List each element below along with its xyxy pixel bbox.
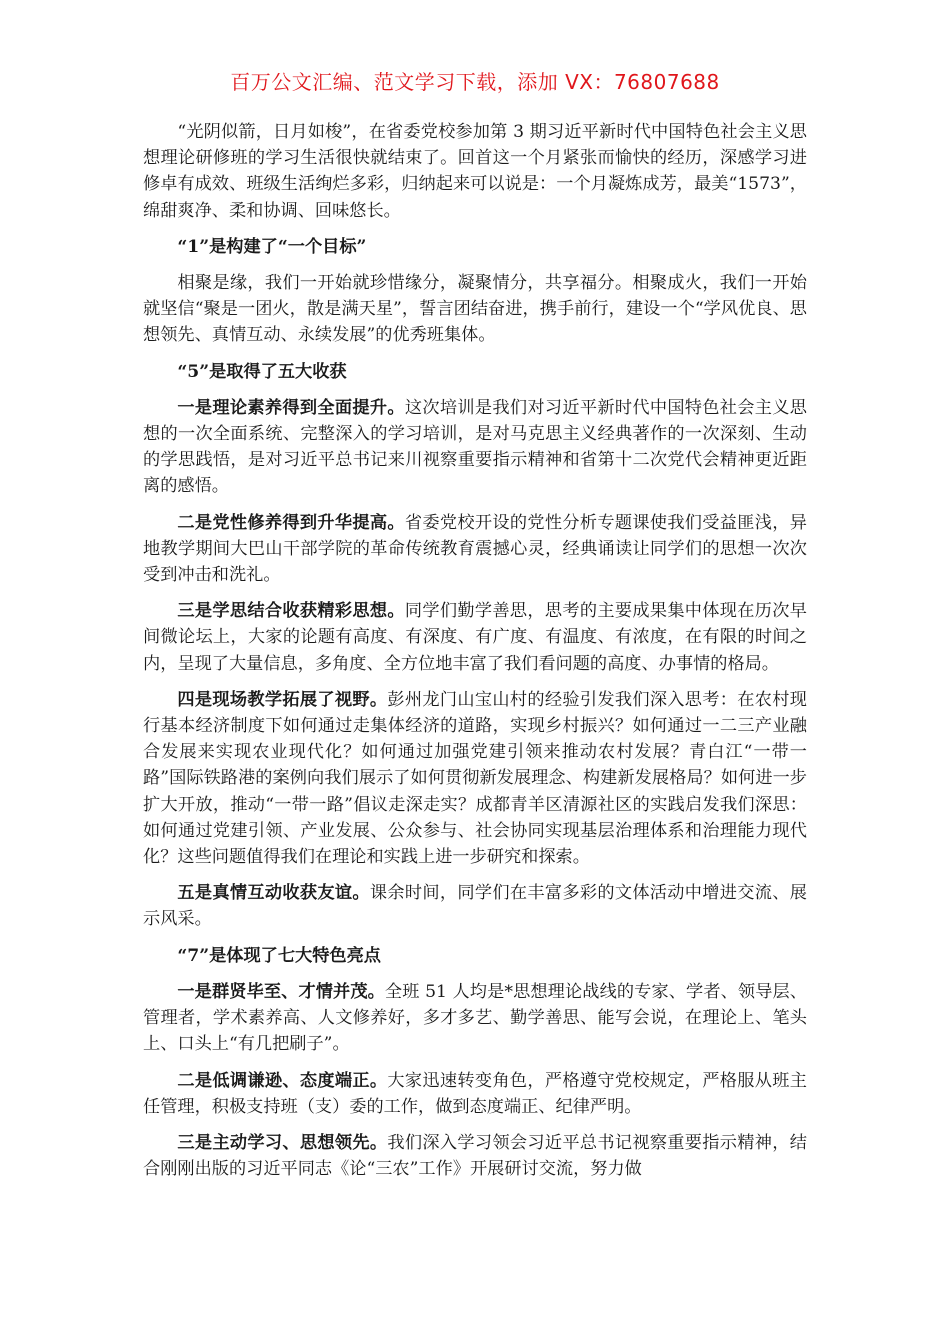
- paragraph-text: 全班 51 人均是*思想理论战线的专家、学者、领导层、管理者，学术素养高、人文修养好，多才多艺、勤学善思、能写会说，在理论上、笔头上、口头上“有几把刷子”。: [143, 981, 807, 1055]
- paragraph-text: 课余时间，同学们在丰富多彩的文体活动中增进交流、展示风采。: [143, 883, 807, 930]
- body-paragraph: [143, 687, 807, 870]
- paragraph-lead: 四是现场教学拓展了视野。: [177, 689, 388, 710]
- paragraph-lead: 五是真情互动收获友谊。: [177, 883, 370, 904]
- body-paragraph: [143, 598, 807, 677]
- paragraph-lead: 三是学思结合收获精彩思想。: [177, 601, 405, 622]
- body-paragraph: [143, 270, 807, 349]
- heading-text: “7”是体现了七大特色亮点: [177, 945, 381, 966]
- paragraph-text: 大家迅速转变角色，严格遵守党校规定，严格服从班主任管理，积极支持班（支）委的工作，做到态度端正、纪律严明。: [143, 1070, 807, 1117]
- paragraph-text: 省委党校开设的党性分析专题课使我们受益匪浅，异地教学期间大巴山干部学院的革命传统教育震撼心灵，经典诵读让同学们的思想一次次受到冲击和洗礼。: [143, 512, 807, 586]
- heading-text: “5”是取得了五大收获: [177, 361, 347, 382]
- paragraph-text: 相聚是缘，我们一开始就珍惜缘分，凝聚情分，共享福分。相聚成火，我们一开始就坚信“聚是一团火，散是满天星”，誓言团结奋进，携手前行，建设一个“学风优良、思想领先、真情互动、永续发展”的优秀班集体。: [143, 273, 807, 346]
- header-banner: 百万公文汇编、范文学习下载，添加 VX：76807688: [230, 70, 720, 94]
- paragraph-lead: 二是低调谦逊、态度端正。: [177, 1070, 388, 1091]
- paragraph-lead: 二是党性修养得到升华提高。: [177, 512, 405, 533]
- heading-text: “1”是构建了“一个目标”: [177, 236, 367, 257]
- body-paragraph: [143, 395, 807, 500]
- body-paragraph: [143, 510, 807, 589]
- section-heading: [143, 359, 807, 385]
- paragraph-text: 我们深入学习领会习近平总书记视察重要指示精神，结合刚刚出版的习近平同志《论“三农”工作》开展研讨交流，努力做: [143, 1132, 807, 1180]
- paragraph-lead: 一是群贤毕至、才情并茂。: [177, 981, 385, 1002]
- paragraph-text: 这次培训是我们对习近平新时代中国特色社会主义思想的一次全面系统、完整深入的学习培训，是对马克思主义经典著作的一次深刻、生动的学思践悟，是对习近平总书记来川视察重要指示精神和省第十二次党代会精神更近距离的感悟。: [143, 397, 807, 497]
- paragraph-text: “光阴似箭，日月如梭”，在省委党校参加第 3 期习近平新时代中国特色社会主义思想理论研修班的学习生活很快就结束了。回首这一个月紧张而愉快的经历，深感学习进修卓有成效、班级生活绚烂多彩，归纳起来可以说是：一个月凝炼成芳，最美“1573”，绵甜爽净、柔和协调、回味悠长。: [143, 122, 807, 221]
- paragraph-text: 彭州龙门山宝山村的经验引发我们深入思考：在农村现行基本经济制度下如何通过走集体经济的道路，实现乡村振兴？如何通过一二三产业融合发展来实现农业现代化？如何通过加强党建引领来推动农村发展？青白江“一带一路”国际铁路港的案例向我们展示了如何贯彻新发展理念、构建新发展格局？如何进一步扩大开放，推动“一带一路”倡议走深走实？成都青羊区清源社区的实践启发我们深思：如何通过党建引领、产业发展、公众参与、社会协同实现基层治理体系和治理能力现代化？这些问题值得我们在理论和实践上进一步研究和探索。: [143, 689, 807, 868]
- paragraph-lead: 三是主动学习、思想领先。: [177, 1132, 388, 1153]
- section-heading: [143, 234, 807, 260]
- body-paragraph: [143, 1130, 807, 1182]
- body-paragraph: [143, 979, 807, 1058]
- section-heading: [143, 943, 807, 969]
- body-paragraph: [143, 1068, 807, 1120]
- intro-paragraph: [143, 119, 807, 224]
- body-paragraph: [143, 880, 807, 932]
- paragraph-lead: 一是理论素养得到全面提升。: [177, 397, 405, 418]
- document-body: [143, 119, 807, 1192]
- paragraph-text: 同学们勤学善思，思考的主要成果集中体现在历次早间微论坛上，大家的论题有高度、有深度、有广度、有温度、有浓度，在有限的时间之内，呈现了大量信息，多角度、全方位地丰富了我们看问题的高度、办事情的格局。: [143, 601, 807, 674]
